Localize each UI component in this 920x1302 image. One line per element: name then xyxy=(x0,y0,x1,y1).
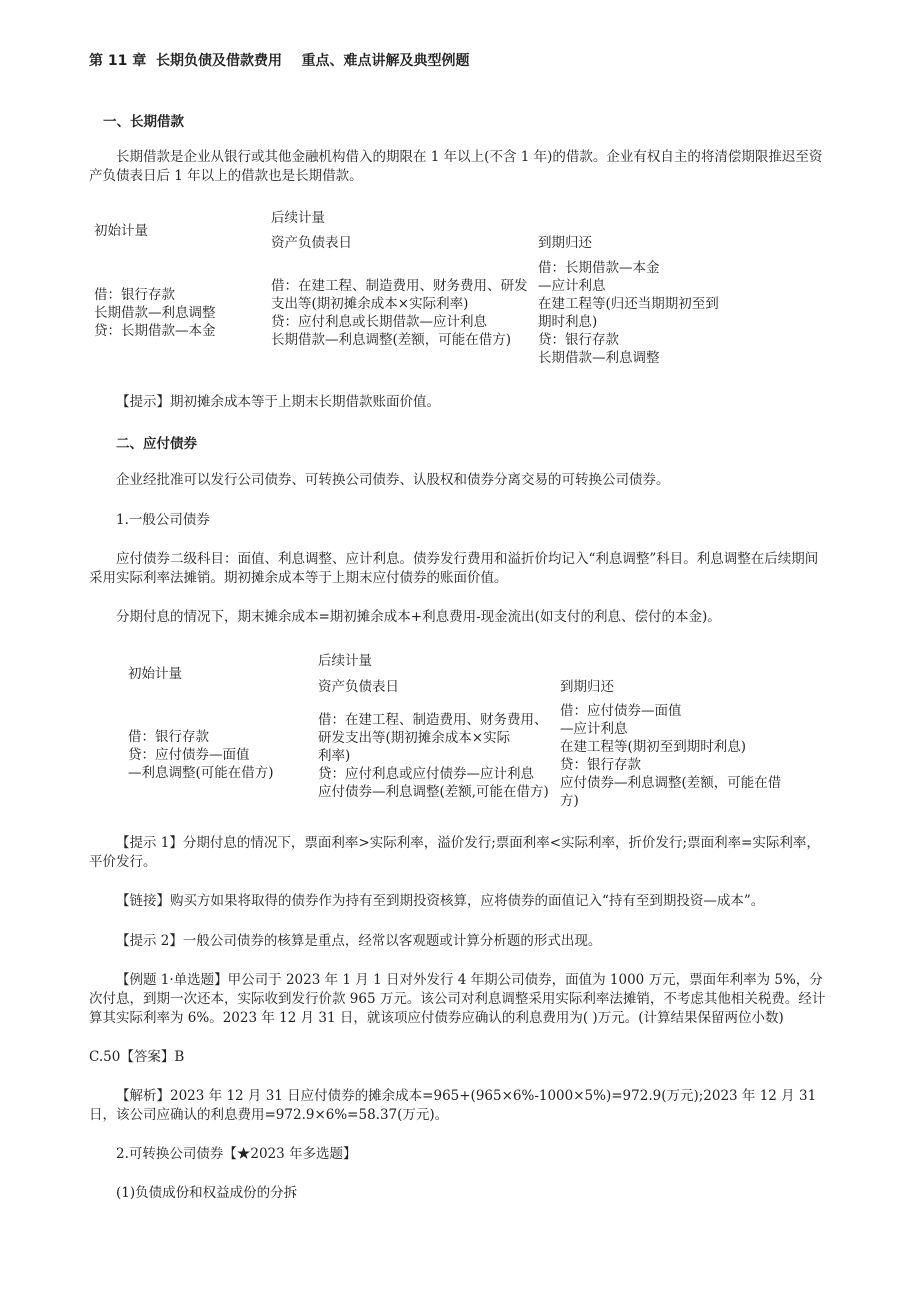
table1-maturity-header: 到期归还 xyxy=(538,235,592,251)
entry-line: —应计利息 xyxy=(538,278,606,294)
entry-line: 期时利息) xyxy=(538,314,598,330)
tip-exam-focus: 【提示 2】一般公司债券的核算是重点，经常以客观题或计算分析题的形式出现。 xyxy=(116,933,602,949)
table2-maturity-entry xyxy=(560,702,781,810)
page-title: 第 11 章 长期负债及借款费用 重点、难点讲解及典型例题 xyxy=(89,53,470,69)
entry-line: 借：银行存款 xyxy=(94,287,175,303)
entry-line: 应付债券—利息调整(差额,可能在借方) xyxy=(318,784,549,800)
entry-line: 贷：应付利息或应付债券—应计利息 xyxy=(318,766,534,782)
entry-line: 贷：长期借款—本金 xyxy=(94,323,216,339)
table1-maturity-entry xyxy=(538,259,719,367)
entry-line: 在建工程等(归还当期期初至到 xyxy=(538,296,719,312)
entry-line: 借：长期借款—本金 xyxy=(538,260,660,276)
tip-opening-cost: 【提示】期初摊余成本等于上期末长期借款账面价值。 xyxy=(116,394,440,410)
entry-line: 借：应付债券—面值 xyxy=(560,703,682,719)
subsection-convertible-bonds: 2.可转换公司债券【★2023 年多选题】 xyxy=(116,1146,357,1162)
entry-line: 研发支出等(期初摊余成本×实际 xyxy=(318,730,511,746)
entry-line: 应付债券—利息调整(差额，可能在借 xyxy=(560,775,782,791)
entry-line: 长期借款—利息调整(差额，可能在借方) xyxy=(271,332,512,348)
table1-subsequent-header: 后续计量 xyxy=(271,210,325,226)
entry-line: 借：在建工程、制造费用、财务费用、 xyxy=(318,712,548,728)
table1-bs-header: 资产负债表日 xyxy=(271,235,352,251)
entry-line: 在建工程等(期初至到期时利息) xyxy=(560,739,747,755)
entry-line: 借：银行存款 xyxy=(128,729,209,745)
entry-line: 贷：银行存款 xyxy=(560,757,641,773)
table2-bs-header: 资产负债表日 xyxy=(318,679,399,695)
entry-line: 利率) xyxy=(318,748,351,764)
long-term-loans-intro: 长期借款是企业从银行或其他金融机构借入的期限在 1 年以上(不含 1 年)的借款。企业有权自主的将清偿期限推迟至资产负债表日后 1 年以上的借款也是长期借款。 xyxy=(89,149,823,184)
table2-subsequent-header: 后续计量 xyxy=(318,653,372,669)
entry-line: 长期借款—利息调整 xyxy=(94,305,216,321)
subsection-component-split: (1)负债成份和权益成份的分拆 xyxy=(116,1185,298,1201)
table2-maturity-header: 到期归还 xyxy=(560,679,614,695)
link-held-to-maturity: 【链接】购买方如果将取得的债券作为持有至到期投资核算，应将债券的面值记入“持有至到期投资—成本”。 xyxy=(116,893,765,909)
table2-initial-entry xyxy=(128,728,274,782)
table1-initial-entry xyxy=(94,286,216,340)
entry-line: 贷：应付利息或长期借款—应计利息 xyxy=(271,314,487,330)
table2-initial-header: 初始计量 xyxy=(128,666,182,682)
example-answer: C.50【答案】B xyxy=(89,1049,185,1065)
bonds-intro: 企业经批准可以发行公司债券、可转换公司债券、认股权和债券分离交易的可转换公司债券。 xyxy=(116,472,670,488)
example-question: 【例题 1·单选题】甲公司于 2023 年 1 月 1 日对外发行 4 年期公司债券，面值为 1000 万元，票面年利率为 5%，分次付息，到期一次还本，实际收到发行价款 965 万元。该公司对利息调整采用实际利率法摊销，不考虑其他相关税费。经计算其实际利率为 6%。2023 年 12 月 31 日，就该项应付债券应确认的利息费用为( )万元。(计算结果保留两位小数) xyxy=(89,972,826,1026)
entry-line: 方) xyxy=(560,793,579,809)
entry-line: —利息调整(可能在借方) xyxy=(128,765,274,781)
bonds-accounts-paragraph: 应付债券二级科目：面值、利息调整、应计利息。债券发行费用和溢折价均记入“利息调整”科目。利息调整在后续期间采用实际利率法摊销。期初摊余成本等于上期末应付债券的账面价值。 xyxy=(89,551,819,586)
example-analysis: 【解析】2023 年 12 月 31 日应付债券的摊余成本=965+(965×6%-1000×5%)=972.9(万元);2023 年 12 月 31 日，该公司应确认的利息费用=972.9×6%=58.37(万元)。 xyxy=(89,1088,817,1123)
entry-line: 贷：应付债券—面值 xyxy=(128,747,250,763)
table1-bs-entry xyxy=(271,277,528,349)
section-heading-long-term-loans: 一、长期借款 xyxy=(103,114,184,130)
amortized-cost-paragraph: 分期付息的情况下，期末摊余成本=期初摊余成本+利息费用-现金流出(如支付的利息、偿付的本金)。 xyxy=(116,609,721,625)
entry-line: 支出等(期初摊余成本×实际利率) xyxy=(271,296,469,312)
entry-line: 借：在建工程、制造费用、财务费用、研发 xyxy=(271,278,528,294)
entry-line: 长期借款—利息调整 xyxy=(538,350,660,366)
table2-bs-entry xyxy=(318,711,549,801)
entry-line: —应计利息 xyxy=(560,721,628,737)
entry-line: 贷：银行存款 xyxy=(538,332,619,348)
subsection-general-bonds: 1.一般公司债券 xyxy=(116,512,210,528)
tip-issue-price: 【提示 1】分期付息的情况下，票面利率>实际利率，溢价发行;票面利率<实际利率，折价发行;票面利率=实际利率，平价发行。 xyxy=(89,835,820,870)
section-heading-bonds-payable: 二、应付债券 xyxy=(116,436,197,452)
table1-initial-header: 初始计量 xyxy=(94,223,148,239)
